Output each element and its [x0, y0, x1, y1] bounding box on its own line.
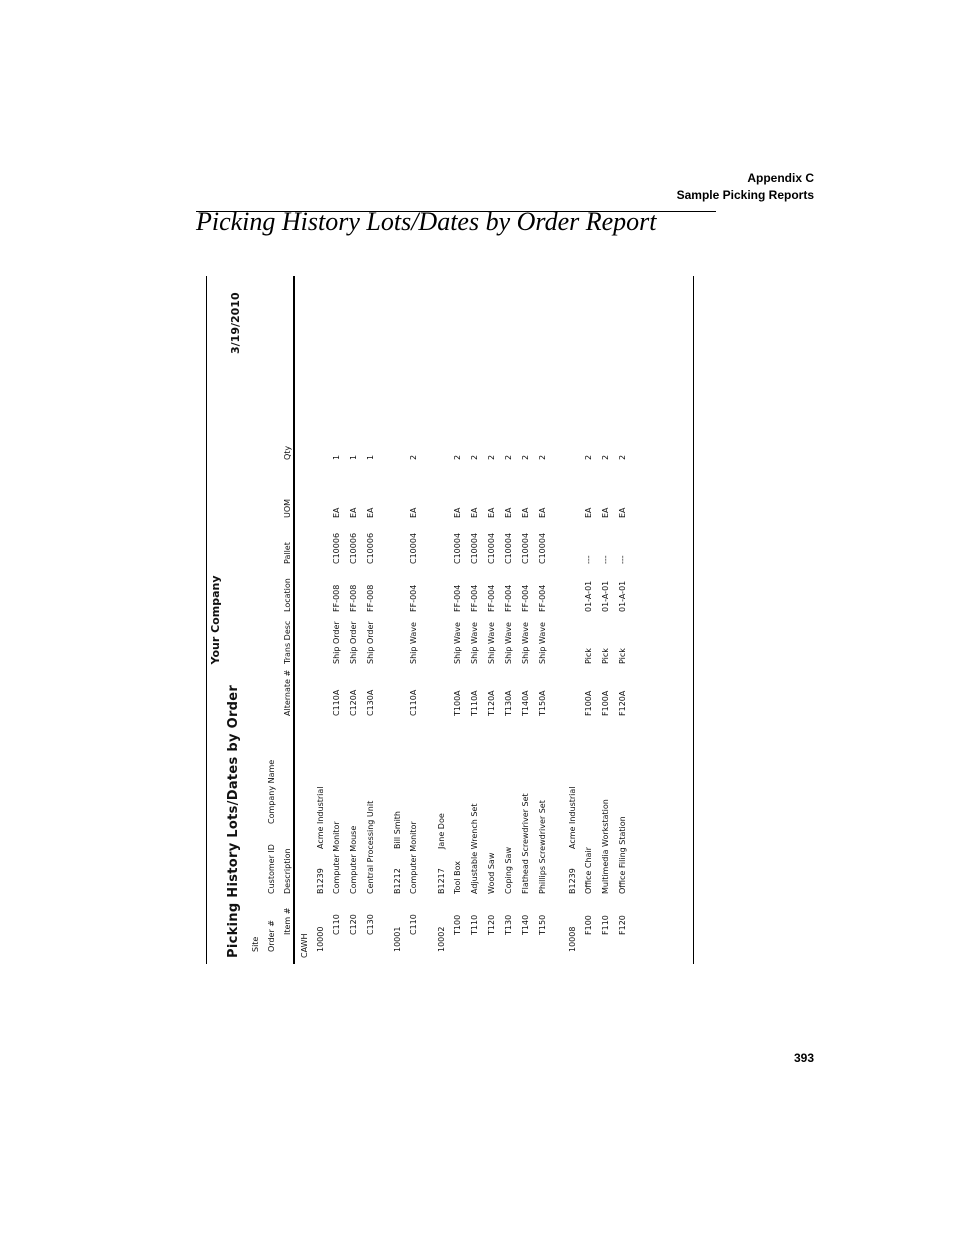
- col-item: Item #: [283, 907, 292, 935]
- pallet-cell: C10006: [349, 532, 358, 564]
- item-cell: F110: [601, 915, 610, 935]
- trans-desc-cell: Ship Wave: [453, 622, 462, 664]
- pallet-cell: ---: [601, 555, 610, 564]
- alternate-cell: T110A: [470, 690, 479, 716]
- pallet-cell: C10004: [504, 532, 513, 564]
- company-name: Acme Industrial: [316, 786, 325, 849]
- pallet-cell: ---: [584, 555, 593, 564]
- order-number: 10008: [568, 926, 577, 952]
- company-name: Acme Industrial: [568, 786, 577, 849]
- description-cell: Wood Saw: [487, 852, 496, 894]
- page-title: Picking History Lots/Dates by Order Report: [196, 207, 657, 236]
- uom-cell: EA: [538, 507, 547, 518]
- section-label: Sample Picking Reports: [676, 188, 814, 202]
- col-site: Site: [251, 936, 260, 952]
- location-cell: FF-004: [487, 584, 496, 612]
- uom-cell: EA: [453, 507, 462, 518]
- location-cell: FF-008: [332, 584, 341, 612]
- item-cell: T120: [487, 914, 496, 935]
- col-location: Location: [283, 578, 292, 612]
- uom-cell: EA: [332, 507, 341, 518]
- location-cell: FF-008: [349, 584, 358, 612]
- uom-cell: EA: [349, 507, 358, 518]
- pallet-cell: C10004: [521, 532, 530, 564]
- qty-cell: 2: [453, 454, 462, 460]
- order-number: 10000: [316, 926, 325, 952]
- report-date: 3/19/2010: [229, 292, 242, 354]
- report-edge-top: [206, 276, 207, 964]
- trans-desc-cell: Pick: [601, 648, 610, 664]
- item-cell: C120: [349, 914, 358, 935]
- site-value: CAWH: [300, 933, 309, 958]
- col-trans-desc: Trans Desc: [283, 620, 292, 664]
- qty-cell: 1: [349, 454, 358, 460]
- location-cell: FF-004: [504, 584, 513, 612]
- alternate-cell: C110A: [332, 689, 341, 716]
- col-company-name: Company Name: [267, 759, 276, 824]
- uom-cell: EA: [601, 507, 610, 518]
- customer-id: B1212: [393, 868, 402, 894]
- location-cell: 01-A-01: [618, 580, 627, 612]
- uom-cell: EA: [504, 507, 513, 518]
- item-cell: T100: [453, 914, 462, 935]
- qty-cell: 1: [366, 454, 375, 460]
- pallet-cell: C10006: [332, 532, 341, 564]
- description-cell: Phillips Screwdriver Set: [538, 800, 547, 894]
- item-cell: C110: [409, 914, 418, 935]
- description-cell: Coping Saw: [504, 847, 513, 894]
- trans-desc-cell: Ship Wave: [521, 622, 530, 664]
- qty-cell: 2: [409, 454, 418, 460]
- col-alternate: Alternate #: [283, 669, 292, 716]
- location-cell: FF-004: [470, 584, 479, 612]
- pallet-cell: ---: [618, 555, 627, 564]
- trans-desc-cell: Ship Wave: [470, 622, 479, 664]
- alternate-cell: F100A: [601, 690, 610, 716]
- order-number: 10001: [393, 926, 402, 952]
- item-cell: T110: [470, 914, 479, 935]
- report-edge-bottom: [693, 276, 694, 964]
- customer-id: B1239: [316, 868, 325, 894]
- col-order: Order #: [267, 920, 276, 952]
- report-figure: [206, 276, 694, 964]
- description-cell: Adjustable Wrench Set: [470, 803, 479, 894]
- customer-id: B1239: [568, 868, 577, 894]
- item-cell: F120: [618, 915, 627, 935]
- trans-desc-cell: Pick: [584, 648, 593, 664]
- item-cell: F100: [584, 915, 593, 935]
- pallet-cell: C10006: [366, 532, 375, 564]
- customer-id: B1217: [437, 868, 446, 894]
- description-cell: Computer Mouse: [349, 825, 358, 894]
- qty-cell: 2: [584, 454, 593, 460]
- description-cell: Multimedia Workstation: [601, 799, 610, 894]
- col-customer-id: Customer ID: [267, 844, 276, 894]
- description-cell: Flathead Screwdriver Set: [521, 793, 530, 894]
- alternate-cell: C110A: [409, 689, 418, 716]
- company-name: Jane Doe: [437, 813, 446, 849]
- col-qty: Qty: [283, 445, 292, 460]
- alternate-cell: F100A: [584, 690, 593, 716]
- qty-cell: 2: [487, 454, 496, 460]
- pallet-cell: C10004: [487, 532, 496, 564]
- alternate-cell: T140A: [521, 690, 530, 716]
- alternate-cell: T120A: [487, 690, 496, 716]
- qty-cell: 1: [332, 454, 341, 460]
- trans-desc-cell: Ship Wave: [538, 622, 547, 664]
- item-cell: T150: [538, 914, 547, 935]
- location-cell: FF-008: [366, 584, 375, 612]
- order-number: 10002: [437, 926, 446, 952]
- description-cell: Computer Monitor: [409, 821, 418, 894]
- description-cell: Computer Monitor: [332, 821, 341, 894]
- description-cell: Tool Box: [453, 861, 462, 894]
- qty-cell: 2: [504, 454, 513, 460]
- location-cell: 01-A-01: [584, 580, 593, 612]
- trans-desc-cell: Ship Wave: [409, 622, 418, 664]
- alternate-cell: T130A: [504, 690, 513, 716]
- qty-cell: 2: [470, 454, 479, 460]
- pallet-cell: C10004: [409, 532, 418, 564]
- report-company: Your Company: [209, 575, 222, 665]
- location-cell: FF-004: [453, 584, 462, 612]
- alternate-cell: T100A: [453, 690, 462, 716]
- trans-desc-cell: Ship Order: [332, 621, 341, 664]
- qty-cell: 2: [538, 454, 547, 460]
- alternate-cell: C130A: [366, 689, 375, 716]
- col-pallet: Pallet: [283, 542, 292, 564]
- alternate-cell: F120A: [618, 690, 627, 716]
- uom-cell: EA: [366, 507, 375, 518]
- uom-cell: EA: [584, 507, 593, 518]
- pallet-cell: C10004: [470, 532, 479, 564]
- description-cell: Office Filing Station: [618, 816, 627, 894]
- item-cell: T140: [521, 914, 530, 935]
- trans-desc-cell: Ship Order: [366, 621, 375, 664]
- location-cell: 01-A-01: [601, 580, 610, 612]
- trans-desc-cell: Ship Wave: [487, 622, 496, 664]
- col-description: Description: [283, 848, 292, 894]
- appendix-label: Appendix C: [747, 171, 814, 185]
- location-cell: FF-004: [538, 584, 547, 612]
- uom-cell: EA: [521, 507, 530, 518]
- item-cell: C110: [332, 914, 341, 935]
- uom-cell: EA: [618, 507, 627, 518]
- uom-cell: EA: [487, 507, 496, 518]
- qty-cell: 2: [601, 454, 610, 460]
- description-cell: Central Processing Unit: [366, 800, 375, 894]
- pallet-cell: C10004: [538, 532, 547, 564]
- qty-cell: 2: [618, 454, 627, 460]
- trans-desc-cell: Pick: [618, 648, 627, 664]
- item-cell: T130: [504, 914, 513, 935]
- description-cell: Office Chair: [584, 847, 593, 894]
- uom-cell: EA: [409, 507, 418, 518]
- location-cell: FF-004: [409, 584, 418, 612]
- pallet-cell: C10004: [453, 532, 462, 564]
- header-rule: [293, 276, 295, 964]
- trans-desc-cell: Ship Order: [349, 621, 358, 664]
- uom-cell: EA: [470, 507, 479, 518]
- company-name: Bill Smith: [393, 811, 402, 849]
- alternate-cell: T150A: [538, 690, 547, 716]
- item-cell: C130: [366, 914, 375, 935]
- report-title: Picking History Lots/Dates by Order: [226, 684, 241, 958]
- trans-desc-cell: Ship Wave: [504, 622, 513, 664]
- alternate-cell: C120A: [349, 689, 358, 716]
- col-uom: UOM: [283, 498, 292, 518]
- location-cell: FF-004: [521, 584, 530, 612]
- page-number: 393: [793, 1051, 814, 1065]
- qty-cell: 2: [521, 454, 530, 460]
